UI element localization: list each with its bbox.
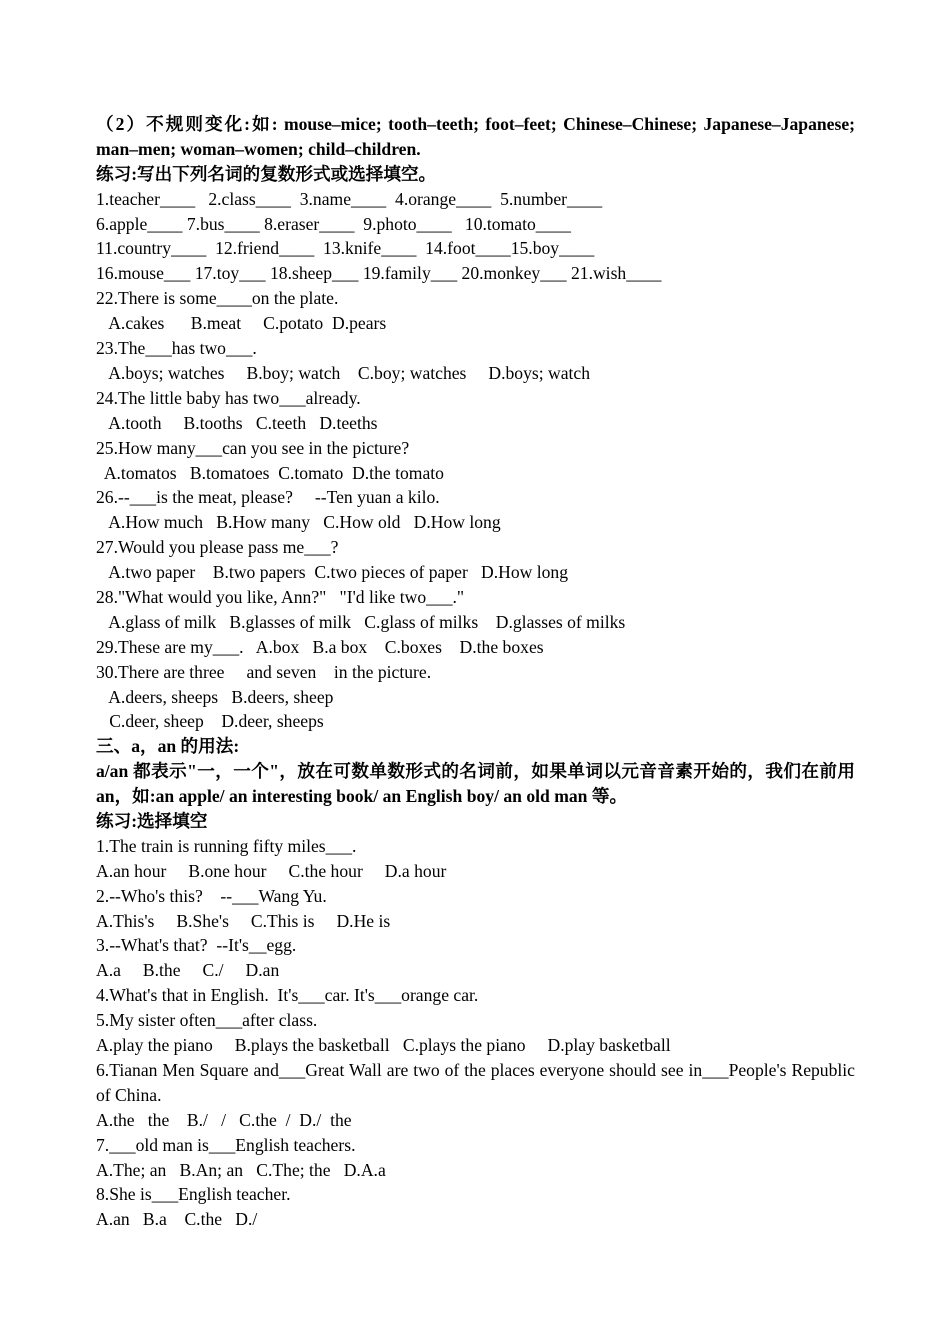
- text-line: 27.Would you please pass me___?: [96, 537, 339, 558]
- text-line: A.a B.the C./ D.an: [96, 960, 280, 981]
- text-line: A.deers, sheeps B.deers, sheep: [96, 686, 334, 707]
- text-line: 29.These are my___. A.box B.a box C.boxes D.the boxes: [96, 636, 544, 657]
- text-line: A.play the piano B.plays the basketball C.plays the piano D.play basketball: [96, 1035, 671, 1056]
- text-line: 11.country____ 12.friend____ 13.knife____ 14.foot____15.boy____: [96, 238, 595, 259]
- text-line: 6.apple____ 7.bus____ 8.eraser____ 9.photo____ 10.tomato____: [96, 213, 571, 234]
- text-line: 1.The train is running fifty miles___.: [96, 835, 357, 856]
- text-line: 4.What's that in English. It's___car. It's___orange car.: [96, 985, 479, 1006]
- text-line: 16.mouse___ 17.toy___ 18.sheep___ 19.family___ 20.monkey___ 21.wish____: [96, 263, 662, 284]
- text-line: A.How much B.How many C.How old D.How long: [96, 512, 501, 533]
- text-line: 练习:写出下列名词的复数形式或选择填空。: [96, 163, 437, 184]
- text-line: A.an hour B.one hour C.the hour D.a hour: [96, 860, 447, 881]
- text-line: 5.My sister often___after class.: [96, 1010, 318, 1031]
- text-line: A.tomatos B.tomatoes C.tomato D.the tomato: [96, 462, 444, 483]
- text-line: A.cakes B.meat C.potato D.pears: [96, 313, 387, 334]
- text-line: 1.teacher____ 2.class____ 3.name____ 4.orange____ 5.number____: [96, 188, 603, 209]
- text-line: A.This's B.She's C.This is D.He is: [96, 910, 391, 931]
- text-line: 25.How many___can you see in the picture?: [96, 437, 410, 458]
- text-line: A.glass of milk B.glasses of milk C.glass of milks D.glasses of milks: [96, 611, 626, 632]
- text-line: A.the the B./ / C.the / D./ the: [96, 1109, 352, 1130]
- text-line: 7.___old man is___English teachers.: [96, 1134, 356, 1155]
- text-line: 2.--Who's this? --___Wang Yu.: [96, 885, 327, 906]
- text-line: 22.There is some____on the plate.: [96, 288, 339, 309]
- text-line: 26.--___is the meat, please? --Ten yuan a kilo.: [96, 487, 440, 508]
- text-line: a/an 都表示"一，一个"，放在可数单数形式的名词前，如果单词以元音音素开始的，我们在前用 an，如:an apple/ an interesting book/ an English boy/ an old man 等。: [96, 761, 855, 807]
- text-line: A.tooth B.tooths C.teeth D.teeths: [96, 412, 378, 433]
- text-line: 8.She is___English teacher.: [96, 1184, 291, 1205]
- text-line: A.The; an B.An; an C.The; the D.A.a: [96, 1159, 386, 1180]
- text-line: 28."What would you like, Ann?" "I'd like two___.": [96, 586, 465, 607]
- text-line: 6.Tianan Men Square and___Great Wall are two of the places everyone should see in___People's Republic of China.: [96, 1059, 855, 1105]
- text-line: C.deer, sheep D.deer, sheeps: [96, 711, 324, 732]
- text-line: A.two paper B.two papers C.two pieces of paper D.How long: [96, 562, 569, 583]
- text-line: 23.The___has two___.: [96, 338, 257, 359]
- text-line: 三、a，an 的用法:: [96, 736, 240, 757]
- text-line: 24.The little baby has two___already.: [96, 387, 361, 408]
- text-line: 练习:选择填空: [96, 811, 208, 831]
- text-line: 3.--What's that? --It's__egg.: [96, 935, 297, 956]
- document-page: [96, 112, 855, 1232]
- text-line: A.an B.a C.the D./: [96, 1209, 258, 1230]
- text-line: A.boys; watches B.boy; watch C.boy; watches D.boys; watch: [96, 362, 591, 383]
- text-line: 30.There are three and seven in the picture.: [96, 661, 432, 682]
- text-line: （2）不规则变化:如: mouse–mice; tooth–teeth; foot–feet; Chinese–Chinese; Japanese–Japanese; man–men; woman–women; child–children.: [96, 114, 855, 159]
